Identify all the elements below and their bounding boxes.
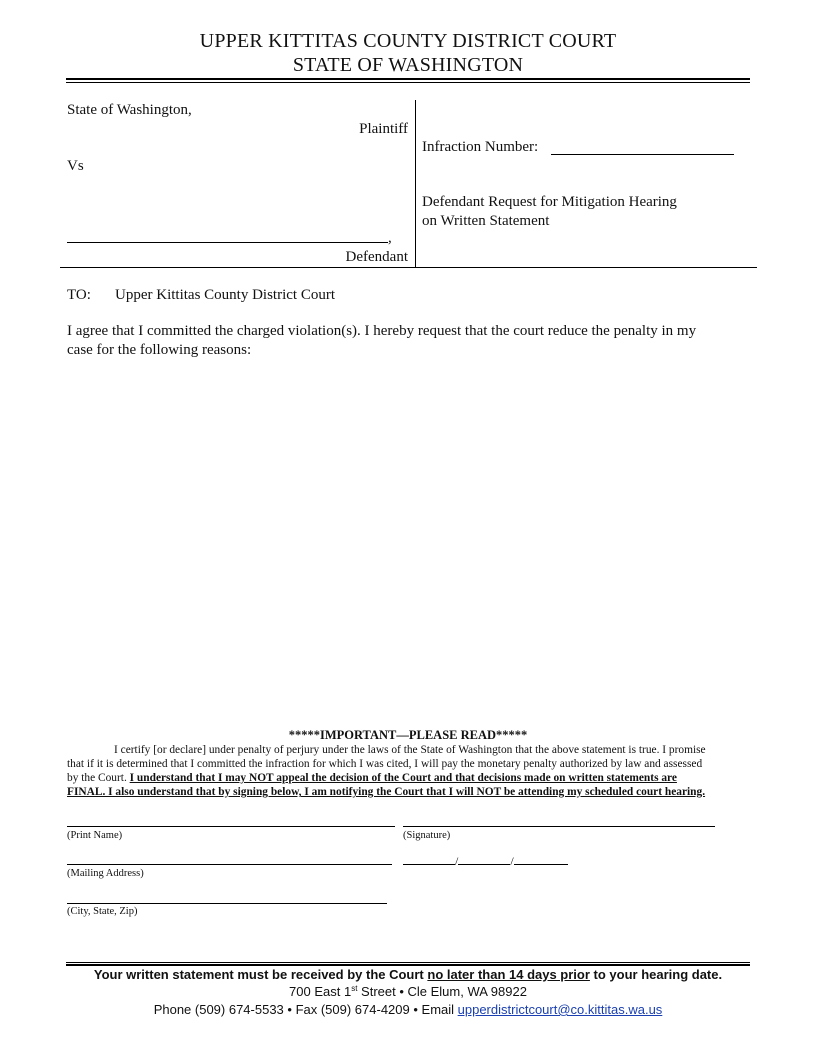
footer-rule-thin xyxy=(66,962,750,963)
header-rule-thin xyxy=(66,82,750,83)
certification-line3-plain: by the Court. xyxy=(67,772,130,784)
defendant-comma: , xyxy=(388,230,392,246)
caption-bottom-rule xyxy=(60,267,757,268)
date-month-field[interactable] xyxy=(403,850,455,865)
court-address xyxy=(0,984,816,999)
document-title-line2: on Written Statement xyxy=(422,213,550,229)
court-address-part1: 700 East 1 xyxy=(289,984,352,999)
certification-line3-emphasis: I understand that I may NOT appeal the decision of the Court and that decisions made on written statements are xyxy=(129,772,677,784)
print-name-field[interactable] xyxy=(67,812,395,827)
date-year-field[interactable] xyxy=(514,850,568,865)
deadline-notice-emphasis: no later than 14 days prior xyxy=(427,967,590,982)
print-name-label: (Print Name) xyxy=(67,830,123,841)
city-state-zip-field[interactable] xyxy=(67,889,387,904)
important-heading: *****IMPORTANT—PLEASE READ***** xyxy=(288,728,528,742)
date-day-field[interactable] xyxy=(458,850,510,865)
court-phone-fax: Phone (509) 674-5533 • Fax (509) 674-4209 • Email xyxy=(153,1002,458,1017)
certification-line1: I certify [or declare] under penalty of perjury under the laws of the State of Washington that the above statement is true. I promise xyxy=(114,744,706,756)
date-separator-1: / xyxy=(455,854,459,868)
court-address-ordinal: st xyxy=(351,984,358,993)
defendant-label: Defendant xyxy=(345,249,408,265)
to-recipient: Upper Kittitas County District Court xyxy=(115,287,335,303)
deadline-notice-part1: Your written statement must be received by the Court xyxy=(93,967,428,982)
document-title-line1: Defendant Request for Mitigation Hearing xyxy=(422,194,677,210)
certification-line4-emphasis: FINAL. I also understand that by signing below, I am notifying the Court that I will NOT be attending my scheduled court hearing. xyxy=(67,786,706,798)
state-heading: STATE OF WASHINGTON xyxy=(292,54,524,76)
plaintiff-name: State of Washington, xyxy=(67,102,192,118)
certification-line3 xyxy=(67,771,677,786)
reasons-area[interactable] xyxy=(67,368,750,718)
infraction-number-label: Infraction Number: xyxy=(422,139,539,155)
to-label: TO: xyxy=(67,287,91,303)
signature-field[interactable] xyxy=(403,812,715,827)
date-separator-2: / xyxy=(510,854,514,868)
statement-line2: case for the following reasons: xyxy=(67,342,252,358)
submission-deadline-notice xyxy=(0,967,816,982)
mailing-address-label: (Mailing Address) xyxy=(67,868,144,879)
certification-line4 xyxy=(67,785,705,800)
mailing-address-field[interactable] xyxy=(67,850,392,865)
signature-label: (Signature) xyxy=(403,830,451,841)
defendant-name-field[interactable] xyxy=(67,226,388,243)
header-rule-thick xyxy=(66,78,750,80)
infraction-number-field[interactable] xyxy=(551,139,734,155)
court-name-heading: UPPER KITTITAS COUNTY DISTRICT COURT xyxy=(199,30,617,52)
court-email-link[interactable]: upperdistrictcourt@co.kittitas.wa.us xyxy=(457,1002,663,1017)
court-contact xyxy=(0,1002,816,1017)
caption-divider xyxy=(415,100,416,268)
certification-line2: that if it is determined that I committed the infraction for which I was cited, I will pay the monetary penalty authorized by law and assessed xyxy=(67,758,703,770)
plaintiff-label: Plaintiff xyxy=(359,121,408,137)
court-address-part2: Street • Cle Elum, WA 98922 xyxy=(357,984,527,999)
deadline-notice-part2: to your hearing date. xyxy=(589,967,723,982)
statement-line1: I agree that I committed the charged violation(s). I hereby request that the court reduce the penalty in my xyxy=(67,323,697,339)
date-field xyxy=(403,850,568,866)
city-state-zip-label: (City, State, Zip) xyxy=(67,906,138,917)
footer-rule-thick xyxy=(66,964,750,966)
versus-label: Vs xyxy=(67,158,84,174)
